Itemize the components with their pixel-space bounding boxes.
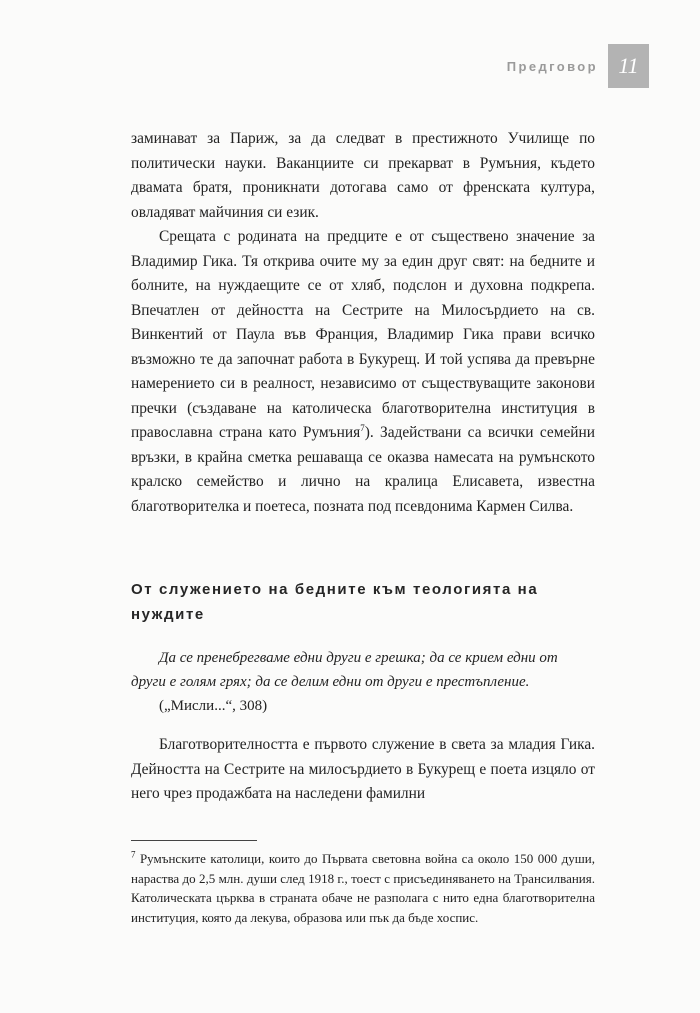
paragraph-charity: Благотворителността е първото служение в света за младия Гика. Дейността на Сестрите на милосърдието в Букурещ е поета изцяло от него чрез продажбата на наследени фамилни [131, 736, 595, 802]
page-number: 11 [608, 44, 649, 88]
footnote [131, 849, 595, 927]
footnote-divider [131, 840, 257, 841]
body-text-bottom [131, 733, 595, 807]
epigraph-quote: Да се пренебрегваме едни други е грешка; да се крием едни от други е голям грях; да се делим едни от други е престъпление. [131, 650, 558, 690]
epigraph-source: („Мисли...“, 308) [159, 698, 268, 714]
body-text-top [131, 127, 595, 519]
paragraph-homeland-tail: ). Задействани са всички семейни връзки, в крайна сметка решаваща се оказва намесата на румънското кралско семейство и лично на кралица Елисавета, известна благотворителка и поетеса, позната под псевдонима Кармен Силва. [131, 424, 595, 515]
paragraph-homeland [131, 225, 595, 519]
footnote-text: Румънските католици, които до Първата световна война са около 150 000 души, нараства до 2,5 млн. души след 1918 г., тоест с присъединяването на Трансилвания. Католическата църква в страната обаче не разполага с нито една благотворителна институция, която да лекува, образова или пък да бъде хоспис. [131, 851, 595, 925]
epigraph [131, 646, 595, 718]
footnote-reference[interactable]: 7 [360, 422, 365, 433]
paragraph-homeland-text: Срещата с родината на предците е от съществено значение за Владимир Гика. Тя открива очите му за един друг свят: на бедните и болните, на нуждаещите се от хляб, подслон и духовна подкрепа. Впечатлен от дейността на Сестрите на Милосърдието на св. Винкентий от Паула във Франция, Владимир Гика прави всичко възможно те да започнат работа в Букурещ. И той успява да превърне намерението си в реалност, независимо от съществуващите законови пречки (създаване на католическа благотворителна институция в православна страна като Румъния [131, 228, 595, 441]
section-heading: От служението на бедните към теологията на нуждите [131, 581, 539, 623]
running-header [507, 44, 649, 88]
paragraph-continued: заминават за Париж, за да следват в престижното Училище по политически науки. Ваканциите си прекарват в Румъния, където двамата братя, проникнати дотогава само от френската култура, овладяват майчиния си език. [131, 130, 595, 221]
footnote-number: 7 [131, 849, 136, 860]
running-title: Предговор [506, 58, 598, 74]
